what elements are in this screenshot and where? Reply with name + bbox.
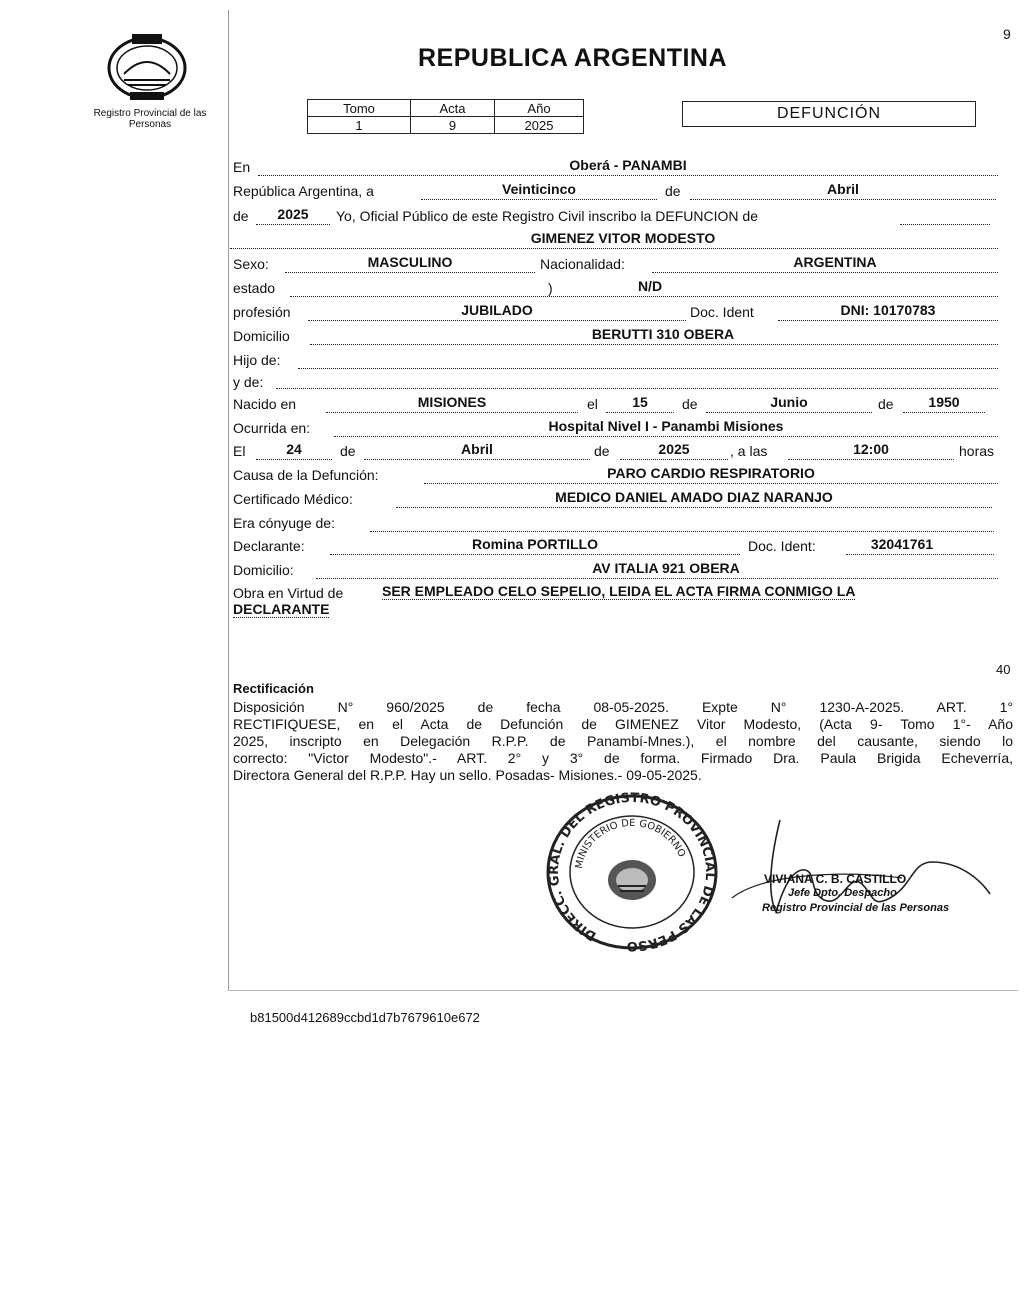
- bottom-rule: [228, 990, 1018, 991]
- value-def-dia: 24: [286, 441, 302, 457]
- value-def-anio: 2025: [658, 441, 690, 457]
- anio-value: 2025: [495, 117, 584, 134]
- line-anio: [256, 224, 330, 225]
- line-certificado: [396, 507, 992, 508]
- label-estado: estado: [233, 280, 276, 296]
- label-domicilio: Domicilio: [233, 328, 290, 344]
- rectificacion-body: [233, 699, 1013, 784]
- label-de3: de: [682, 396, 698, 412]
- line-nacido-anio: [903, 412, 985, 413]
- line-def-hora: [788, 459, 954, 460]
- line-def-anio: [620, 459, 728, 460]
- signer-name: VIVIANA C. B. CASTILLO: [764, 872, 907, 886]
- label-doc-ident2: Doc. Ident:: [748, 538, 816, 554]
- rectificacion-title: Rectificación: [233, 681, 314, 696]
- value-doc: DNI: 10170783: [840, 302, 936, 318]
- line-mes: [690, 199, 996, 200]
- logo-caption: [80, 108, 220, 130]
- label-y-de: y de:: [233, 374, 264, 390]
- label-conyuge: Era cónyuge de:: [233, 515, 335, 531]
- rectificacion-line-4: correcto: "Victor Modesto".- ART. 2° y 3° de forma. Firmado Dra. Paula Brigida Echeverría,: [233, 750, 1013, 766]
- label-de: de: [665, 183, 681, 199]
- label-nacionalidad: Nacionalidad:: [540, 256, 625, 272]
- page-title: REPUBLICA ARGENTINA: [418, 44, 728, 72]
- value-mes: Abril: [827, 181, 859, 197]
- provincial-logo: [102, 30, 192, 102]
- line-def-dia: [256, 459, 332, 460]
- line-estado: [290, 296, 998, 297]
- value-declarante-doc: 32041761: [870, 536, 934, 552]
- label-yo: Yo, Oficial Público de este Registro Civil inscribo la DEFUNCION de: [336, 208, 758, 224]
- label-a-las: , a las: [730, 443, 768, 459]
- value-obra-1: SER EMPLEADO CELO SEPELIO, LEIDA EL ACTA FIRMA CONMIGO LA: [382, 583, 856, 599]
- line-ocurrida: [334, 436, 998, 437]
- rectificacion-line-2: RECTIFIQUESE, en el Acta de Defunción de GIMENEZ Vitor Modesto, (Acta 9- Tomo 1°- Año: [233, 716, 1013, 732]
- document-hash: b81500d412689ccbd1d7b7679610e672: [250, 1010, 480, 1025]
- label-el2: El: [233, 443, 246, 459]
- line-def-mes: [364, 459, 590, 460]
- line-dia: [421, 199, 657, 200]
- record-type-box: DEFUNCIÓN: [682, 101, 976, 127]
- value-nacionalidad: ARGENTINA: [793, 254, 877, 270]
- value-def-hora: 12:00: [853, 441, 889, 457]
- value-ocurrida: Hospital Nivel I - Panambi Misiones: [548, 418, 784, 434]
- value-certificado: MEDICO DANIEL AMADO DIAZ NARANJO: [555, 489, 833, 505]
- value-def-mes: Abril: [461, 441, 493, 457]
- value-declarante: Romina PORTILLO: [472, 536, 598, 552]
- label-horas: horas: [959, 443, 995, 459]
- rectificacion-line-5: Directora General del R.P.P. Hay un sello. Posadas- Misiones.- 09-05-2025.: [233, 767, 702, 783]
- institution-name: Registro Provincial de las Personas: [93, 108, 207, 130]
- line-doc: [778, 320, 998, 321]
- tomo-header: Tomo: [308, 100, 411, 117]
- line-nacido-dia: [606, 412, 674, 413]
- line-domicilio: [310, 344, 998, 345]
- line-declarante: [330, 554, 740, 555]
- label-de2: de: [233, 208, 249, 224]
- value-estado: N/D: [637, 278, 663, 294]
- value-declarante-domicilio: AV ITALIA 921 OBERA: [592, 560, 740, 576]
- label-estado-paren: ): [548, 280, 553, 296]
- value-nacido-dia: 15: [632, 394, 648, 410]
- label-de4: de: [878, 396, 894, 412]
- value-nacido-lugar: MISIONES: [417, 394, 487, 410]
- line-domicilio2: [316, 578, 998, 579]
- label-de5: de: [340, 443, 356, 459]
- acta-value: 9: [411, 117, 495, 134]
- tomo-value: 1: [308, 117, 411, 134]
- line-nacido-mes: [706, 412, 872, 413]
- anio-header: Año: [495, 100, 584, 117]
- seal-inner-text: MINISTERIO DE GOBIERNO: [574, 817, 687, 870]
- rectificacion-line-3: 2025, inscripto en Delegación R.P.P. de Panambí-Mnes.), el nombre del causante, siendo lo: [233, 733, 1013, 749]
- value-dia-letras: Veinticinco: [502, 181, 576, 197]
- line-nacido-lugar: [326, 412, 578, 413]
- round-seal-icon: [542, 792, 722, 952]
- value-causa: PARO CARDIO RESPIRATORIO: [607, 465, 815, 481]
- value-profesion: JUBILADO: [461, 302, 533, 318]
- label-hijo-de: Hijo de:: [233, 352, 281, 368]
- acta-header: Acta: [411, 100, 495, 117]
- line-declarante-doc: [846, 554, 994, 555]
- label-profesion: profesión: [233, 304, 291, 320]
- label-republica: República Argentina, a: [233, 183, 374, 199]
- rectificacion-line-1: Disposición N° 960/2025 de fecha 08-05-2025. Expte N° 1230-A-2025. ART. 1°: [233, 699, 1013, 715]
- line-hijo-de: [298, 368, 998, 369]
- label-nacido-en: Nacido en: [233, 396, 297, 412]
- value-nacido-anio: 1950: [928, 394, 960, 410]
- value-lugar: Oberá - PANAMBI: [569, 157, 687, 173]
- value-nombre: GIMENEZ VITOR MODESTO: [530, 230, 716, 246]
- label-declarante: Declarante:: [233, 538, 305, 554]
- label-causa: Causa de la Defunción:: [233, 467, 379, 483]
- label-de6: de: [594, 443, 610, 459]
- label-ocurrida-en: Ocurrida en:: [233, 420, 311, 436]
- signer-org: Registro Provincial de las Personas: [762, 902, 950, 914]
- line-nacionalidad: [652, 272, 998, 273]
- label-certificado: Certificado Médico:: [233, 491, 353, 507]
- page-number: 9: [1003, 26, 1011, 42]
- label-en: En: [233, 159, 251, 175]
- line-yo: [900, 224, 990, 225]
- value-sexo: MASCULINO: [367, 254, 453, 270]
- signer-role: Jefe Dpto. Despacho: [788, 887, 897, 899]
- label-el: el: [587, 396, 598, 412]
- line-conyuge: [370, 531, 994, 532]
- value-obra-2: DECLARANTE: [233, 601, 330, 617]
- official-seal: [542, 792, 722, 952]
- label-domicilio2: Domicilio:: [233, 562, 294, 578]
- seal-outer-text: DIRECC. GRAL. DEL REGISTRO PROVINCIAL DE LAS PERSO: [546, 792, 718, 952]
- margin-line: [228, 10, 229, 990]
- line-nombre: [230, 248, 998, 249]
- value-nacido-mes: Junio: [770, 394, 808, 410]
- label-sexo: Sexo:: [233, 256, 269, 272]
- label-doc-ident: Doc. Ident: [690, 304, 754, 320]
- line-sexo: [285, 272, 535, 273]
- margin-number: 40: [996, 662, 1011, 677]
- value-anio: 2025: [277, 206, 309, 222]
- registry-table: [307, 99, 584, 134]
- line-profesion: [308, 320, 686, 321]
- coat-of-arms-icon: [102, 30, 192, 102]
- value-domicilio: BERUTTI 310 OBERA: [591, 326, 735, 342]
- label-obra: Obra en Virtud de: [233, 585, 344, 601]
- line-en: [258, 175, 998, 176]
- line-y-de: [276, 388, 998, 389]
- line-causa: [424, 483, 998, 484]
